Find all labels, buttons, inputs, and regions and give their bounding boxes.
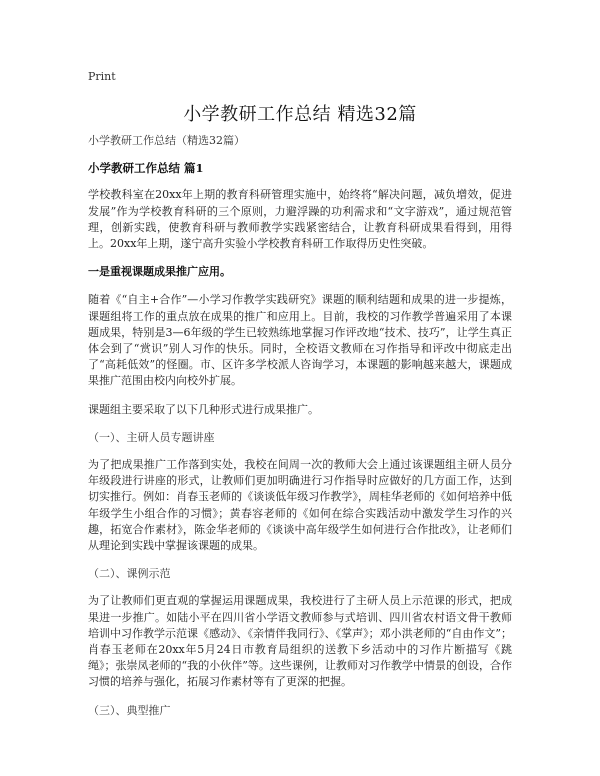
- subsection-heading-1: （一）、主研人员专题讲座: [88, 430, 215, 444]
- subsection-heading-3: （三）、典型推广: [88, 703, 171, 717]
- article-heading: 小学教研工作总结 篇1: [88, 161, 204, 176]
- paragraph-demo-lessons: 为了让教师们更直观的掌握运用课题成果，我校进行了主研人员上示范课的形式，把成果进一步推广。如陆小平在四川省小学语文教师参与式培训、四川省农村语文骨干教师培训中习作教学示范课《感动》、《亲情伴我同行》、《掌声》；邓小洪老师的“自由作文”；肖春玉老师在20xx年5月24日市教育局组织的送教下乡活动中的习作片断描写《跳绳》；张崇凤老师的“我的小伙伴”等。这些课例，让教师对习作教学中情景的创设，合作习惯的培养与强化，拓展习作素材等有了更深的把握。: [88, 594, 512, 689]
- article-subtitle: 小学教研工作总结（精选32篇）: [88, 134, 245, 147]
- paragraph-intro: 学校教科室在20xx年上期的教育科研管理实施中，始终将“解决问题，减负增效，促进发展”作为学校教育科研的三个原则，力避浮躁的功利需求和“文字游戏”，通过规范管理，创新实践，使教育科研与教师教学实践紧密结合，让教育科研成果看得到，用得上。20xx年上期，遂宁高升实验小学校教育科研工作取得历史性突破。: [88, 188, 512, 251]
- paragraph-promotion: 随着《“自主+合作”—小学习作教学实践研究》课题的顺利结题和成果的进一步提炼，课题组将工作的重点放在成果的推广和应用上。目前，我校的习作教学普遍采用了本课题成果，特别是3—6年级的学生已较熟练地掌握习作评改地“技术、技巧”，让学生真正体会到了“赏识”别人习作的快乐。同时，全校语文教师在习作指导和评改中彻底走出了“高耗低效”的怪圈。市、区许多学校派人咨询学习，本课题的影响越来越大，课题成果推广范围由校内向校外扩展。: [88, 293, 512, 388]
- paragraph-lectures: 为了把成果推广工作落到实处，我校在间周一次的教师大会上通过该课题组主研人员分年级段进行讲座的形式，让教师们更加明确进行习作指导时应做好的几方面工作，达到切实推行。例如：肖春玉老师的《谈谈低年级习作教学》，周桂华老师的《如何培养中低年级学生小组合作的习惯》；黄春容老师的《如何在综合实践活动中激发学生习作的兴趣，拓宽合作素材》，陈金华老师的《谈谈中高年级学生如何进行合作批改》，让老师们从理论到实践中掌握该课题的成果。: [88, 458, 512, 553]
- print-link[interactable]: Print: [88, 70, 116, 83]
- page-title: 小学教研工作总结 精选32篇: [183, 104, 417, 125]
- section-heading: 一是重视课题成果推广应用。: [88, 265, 231, 279]
- subsection-heading-2: （二）、课例示范: [88, 567, 171, 581]
- article-body: [88, 133, 512, 730]
- paragraph-forms: 课题组主要采取了以下几种形式进行成果推广。: [88, 402, 319, 416]
